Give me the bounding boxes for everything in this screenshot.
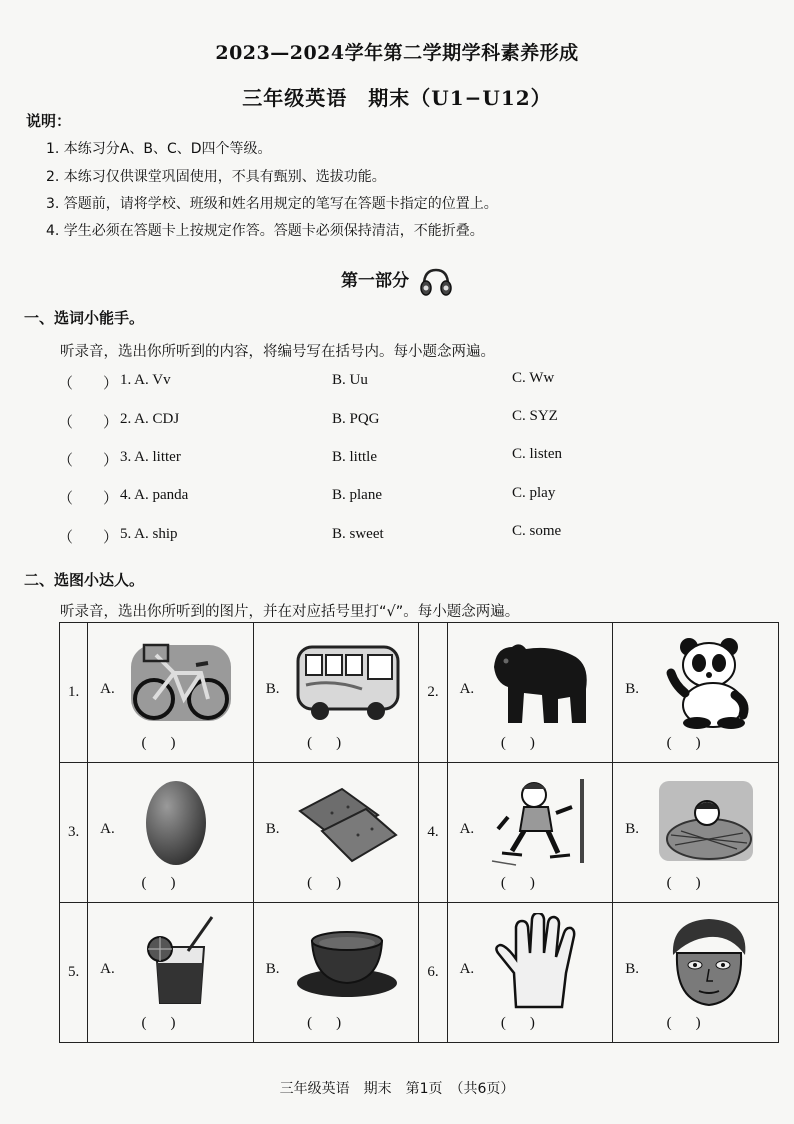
answer-blank[interactable]: （ ） — [58, 530, 119, 546]
answer-blank[interactable]: () — [500, 1015, 559, 1031]
option-b: B. Uu — [332, 372, 368, 388]
option-label: A. — [459, 681, 475, 697]
option-c: C. SYZ — [512, 408, 558, 424]
hand-image — [486, 913, 596, 1009]
answer-blank[interactable]: () — [307, 1015, 366, 1031]
option-label: B. — [265, 961, 280, 977]
page-subtitle: 三年级英语 期末（U1−U12） — [242, 86, 552, 110]
face-image — [651, 913, 761, 1009]
question-number: 3. — [60, 763, 88, 903]
picture-option[interactable] — [253, 903, 419, 1043]
option-label: A. — [459, 961, 475, 977]
notes-heading: 说明： — [26, 112, 72, 130]
option-label: A. — [100, 961, 115, 977]
picture-row — [60, 763, 779, 903]
answer-blank[interactable]: () — [307, 875, 366, 891]
bus-image — [292, 633, 402, 729]
option-label: A. — [100, 681, 115, 697]
option-b: B. little — [332, 449, 377, 465]
skating-boy-image — [486, 773, 596, 869]
option-c: C. listen — [512, 446, 563, 462]
option-b: B. PQG — [332, 411, 380, 427]
option-b: B. plane — [332, 487, 382, 503]
note-item: 4. 学生必须在答题卡上按规定作答。答题卡必须保持清洁，不能折叠。 — [46, 223, 484, 239]
tea-cup-image — [292, 913, 402, 1009]
option-label: A. — [100, 821, 115, 837]
option-label: B. — [625, 681, 640, 697]
question-number: 6. — [419, 903, 447, 1043]
answer-blank[interactable]: () — [141, 735, 200, 751]
option-a: 1. A. Vv — [120, 372, 171, 388]
section-two-heading: 二、选图小达人。 — [24, 571, 145, 589]
option-label: B. — [625, 961, 640, 977]
question-number: 4. — [419, 763, 447, 903]
section-two-instruction: 听录音，选出你所听到的图片，并在对应括号里打“√”。每小题念两遍。 — [60, 604, 520, 620]
question-number: 2. — [419, 623, 447, 763]
picture-option[interactable] — [88, 763, 254, 903]
part-one-heading — [0, 266, 794, 297]
juice-image — [126, 913, 236, 1009]
option-label: B. — [265, 821, 280, 837]
picture-option[interactable] — [447, 623, 613, 763]
panda-image — [651, 633, 761, 729]
answer-blank[interactable]: （ ） — [58, 453, 119, 469]
answer-blank[interactable]: （ ） — [58, 376, 119, 392]
picture-option[interactable] — [253, 623, 419, 763]
answer-blank[interactable]: () — [307, 735, 366, 751]
answer-blank[interactable]: () — [666, 735, 725, 751]
question-number: 1. — [60, 623, 88, 763]
biscuits-image — [292, 773, 402, 869]
picture-grid — [59, 622, 779, 1043]
section-one-instruction: 听录音，选出你所听到的内容，将编号写在括号内。每小题念两遍。 — [60, 344, 495, 360]
option-c: C. Ww — [512, 370, 555, 386]
picture-option[interactable] — [447, 763, 613, 903]
option-a: 4. A. panda — [120, 487, 189, 503]
answer-blank[interactable]: () — [666, 1015, 725, 1031]
note-item: 1. 本练习分A、B、C、D四个等级。 — [46, 141, 272, 157]
answer-blank[interactable]: () — [666, 875, 725, 891]
option-a: 2. A. CDJ — [120, 411, 180, 427]
option-c: C. play — [512, 485, 556, 501]
page-footer: 三年级英语 期末 第1页 （共6页） — [279, 1081, 515, 1097]
answer-blank[interactable]: () — [500, 735, 559, 751]
option-a: 3. A. litter — [120, 449, 181, 465]
boy-in-nest-image — [651, 773, 761, 869]
part-label: 第一部分 — [341, 271, 410, 291]
option-c: C. some — [512, 523, 562, 539]
question-number: 5. — [60, 903, 88, 1043]
picture-option[interactable] — [88, 623, 254, 763]
option-b: B. sweet — [332, 526, 384, 542]
picture-option[interactable] — [613, 903, 779, 1043]
page-title: 2023—2024学年第二学期学科素养形成 — [215, 42, 579, 64]
picture-option[interactable] — [253, 763, 419, 903]
note-item: 3. 答题前，请将学校、班级和姓名用规定的笔写在答题卡指定的位置上。 — [46, 196, 498, 212]
section-one-heading: 一、选词小能手。 — [24, 309, 145, 327]
picture-option[interactable] — [447, 903, 613, 1043]
egg-image — [126, 773, 236, 869]
bear-image — [486, 633, 596, 729]
option-label: B. — [625, 821, 640, 837]
headphones-icon — [419, 267, 453, 297]
option-a: 5. A. ship — [120, 526, 178, 542]
picture-option[interactable] — [613, 623, 779, 763]
picture-option[interactable] — [613, 763, 779, 903]
picture-row — [60, 903, 779, 1043]
picture-row — [60, 623, 779, 763]
picture-option[interactable] — [88, 903, 254, 1043]
answer-blank[interactable]: () — [141, 875, 200, 891]
option-label: B. — [265, 681, 280, 697]
note-item: 2. 本练习仅供课堂巩固使用，不具有甄别、选拔功能。 — [46, 169, 386, 185]
bicycle-image — [126, 633, 236, 729]
answer-blank[interactable]: () — [500, 875, 559, 891]
answer-blank[interactable]: （ ） — [58, 415, 119, 431]
option-label: A. — [459, 821, 475, 837]
answer-blank[interactable]: () — [141, 1015, 200, 1031]
answer-blank[interactable]: （ ） — [58, 491, 119, 507]
